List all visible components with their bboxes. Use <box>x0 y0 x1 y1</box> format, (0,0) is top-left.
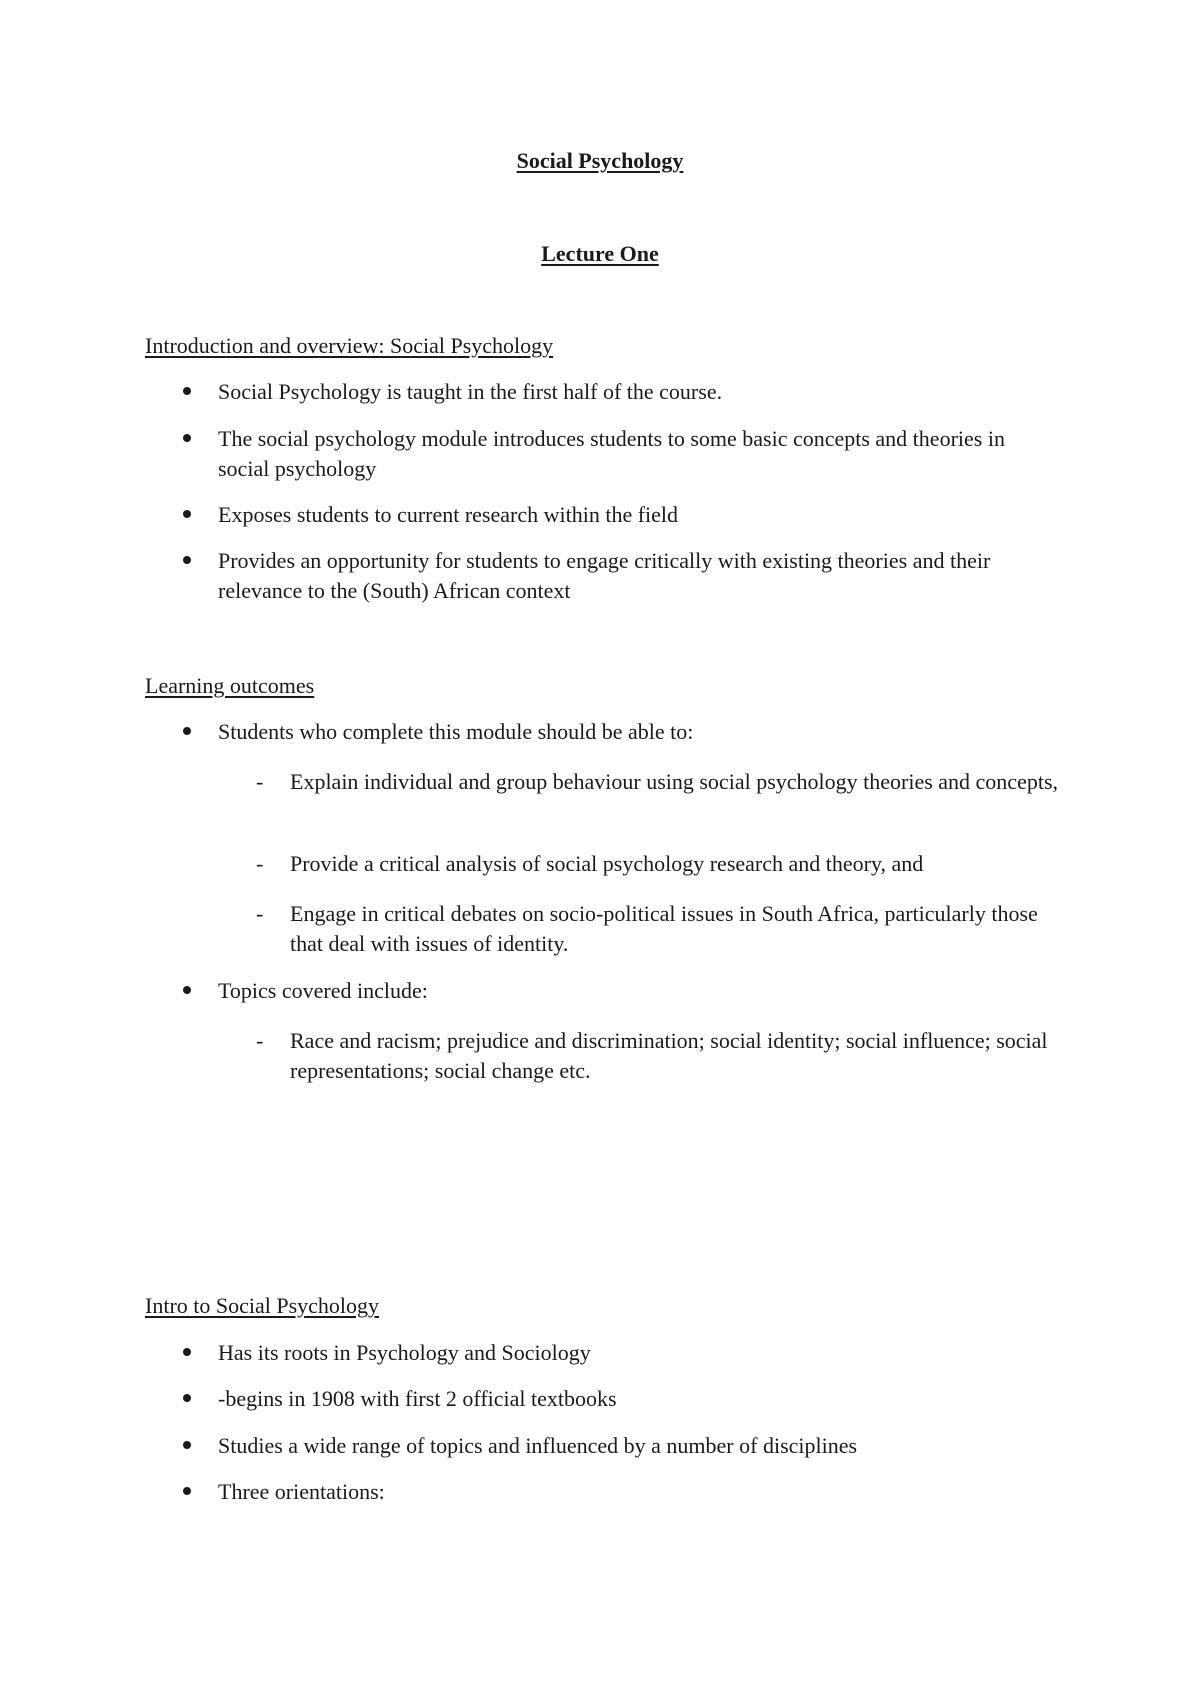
sub-list-item-text: Engage in critical debates on socio-political issues in South Africa, particularly those that deal with issues of identity. <box>290 901 1038 956</box>
sub-list-item-text: Explain individual and group behaviour using social psychology theories and concepts, <box>290 769 1059 794</box>
list-item-text: Studies a wide range of topics and influenced by a number of disciplines <box>218 1433 858 1458</box>
list-item-text: Students who complete this module should be able to: <box>218 719 694 744</box>
document-subtitle: Lecture One <box>541 241 659 266</box>
bullet-icon <box>183 1394 191 1402</box>
list-item-text: The social psychology module introduces students to some basic concepts and theories in social psychology <box>218 426 1005 481</box>
list-item-text: Provides an opportunity for students to engage critically with existing theories and their relevance to the (South) African context <box>218 548 991 603</box>
dash-icon: - <box>256 851 264 876</box>
sub-list-item-text: Race and racism; prejudice and discrimination; social identity; social influence; social representations; social change etc. <box>290 1028 1048 1083</box>
list-item-text: Topics covered include: <box>218 978 428 1003</box>
list-item-text: Exposes students to current research within the field <box>218 502 679 527</box>
section-heading-learning-outcomes: Learning outcomes <box>145 673 315 698</box>
list-item-text: Has its roots in Psychology and Sociology <box>218 1340 591 1365</box>
section-heading-introduction: Introduction and overview: Social Psychology <box>145 333 554 358</box>
list-item-text: Social Psychology is taught in the first half of the course. <box>218 379 723 404</box>
list-item-text: Three orientations: <box>218 1479 385 1504</box>
dash-icon: - <box>256 769 264 794</box>
dash-icon: - <box>256 901 264 926</box>
bullet-icon <box>183 434 191 442</box>
bullet-icon <box>183 727 191 735</box>
section-heading-intro-to-social-psychology: Intro to Social Psychology <box>145 1293 380 1318</box>
bullet-icon <box>183 986 191 994</box>
document-title: Social Psychology <box>516 148 684 173</box>
bullet-icon <box>183 510 191 518</box>
list-item-text: -begins in 1908 with first 2 official textbooks <box>218 1386 617 1411</box>
bullet-icon <box>183 1348 191 1356</box>
bullet-icon <box>183 556 191 564</box>
bullet-icon <box>183 1441 191 1449</box>
dash-icon: - <box>256 1028 264 1053</box>
sub-list-item-text: Provide a critical analysis of social psychology research and theory, and <box>290 851 924 876</box>
bullet-icon <box>183 387 191 395</box>
bullet-icon <box>183 1487 191 1495</box>
